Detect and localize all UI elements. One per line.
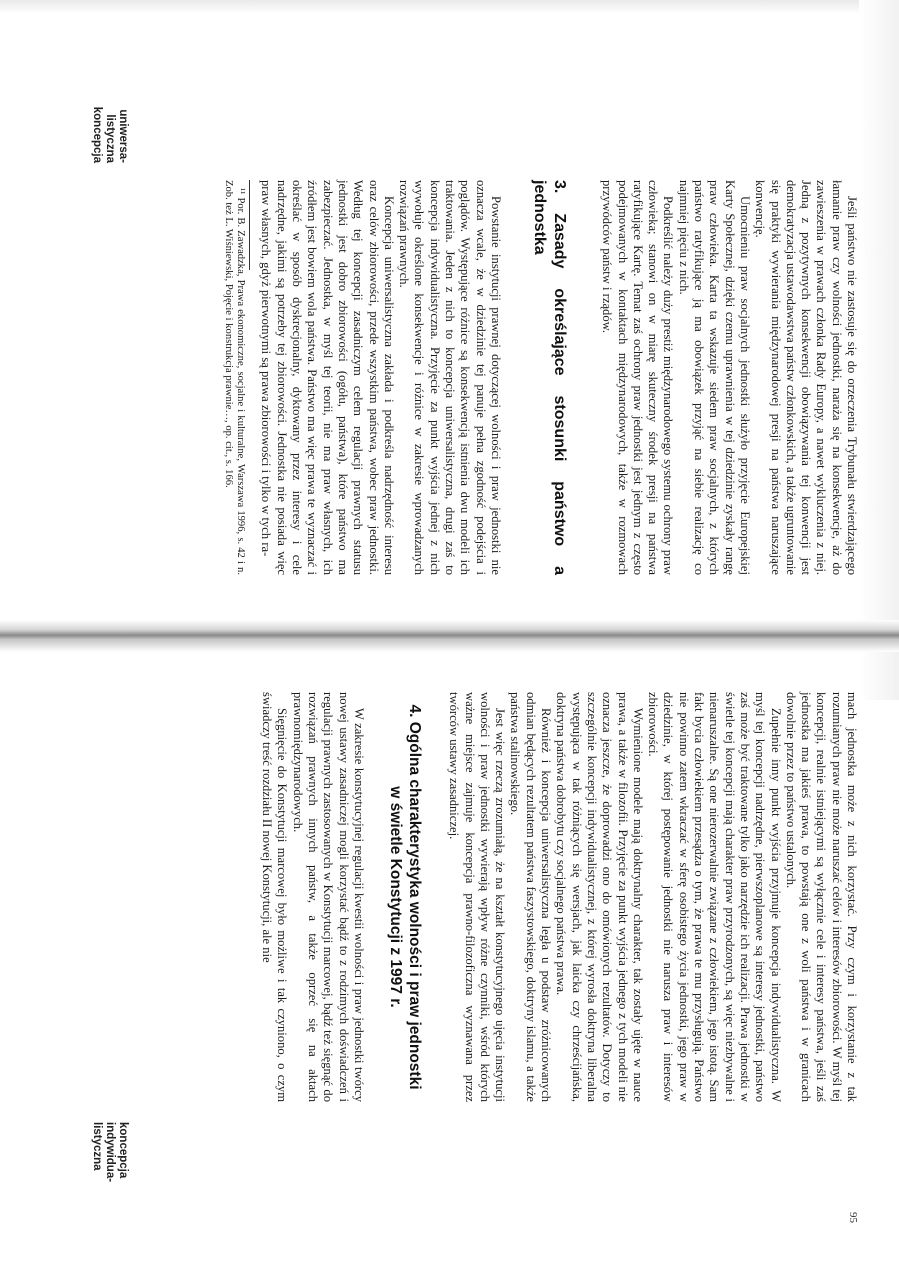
section-heading: 3. Zasady określające stosunki państwo a jednostka (530, 180, 568, 575)
paragraph: Podkreślić należy duży prestiż międzynarodowego systemu ochrony praw człowieka; stanowi on w miarę skuteczny środek presji na państwa ratyfikujące Kartę. Temat zaś ochrony praw jednostki jest jednym z często podejmowanych w kontaktach międzynarodowych, także w rozmowach przywódców państw i rządów. (600, 180, 676, 575)
paragraph: Sięgnięcie do Konstytucji marcowej było możliwe i tak czyniono, o czym świadczy treść rozdziału II nowej Konstytucji, ale nie (260, 692, 290, 1102)
right-page (0, 652, 899, 1263)
section-heading-line1: 4. Ogólna charakterystyka wolności i praw jednostki (405, 704, 423, 1090)
paragraph: Powstanie instytucji prawnej dotyczącej wolności i praw jednostki nie oznacza wcale, że w dziedzinie tej panuje pełna zgodność podejścia i poglądów. Występujące różnice są konsekwencją istnienia dwu modeli ich traktowania. Jeden z nich to koncepcja uniwersalistyczna, drugi zaś to koncepcja indywidualistyczna. Przyjęcie za punkt wyjścia jednej z nich wywołuje określone konsekwencje i różnice w zakresie wprowadzanych rozwiązań prawnych. (397, 180, 503, 575)
footnote-rule (249, 180, 250, 270)
margin-note: koncepcja indywidua- listyczna (91, 1122, 129, 1183)
footnote: ¹¹ Por. B. Zawadzka, Prawa ekonomiczne, socjalne i kulturalne, Warszawa 1996, s. 42 i n. Zob. też L. Wiśniewski, Pojęcie i konstrukcja prawnie…, op. cit., s. 166. (222, 180, 247, 575)
paragraph: Koncepcja uniwersalistyczna zakłada i podkreśla nadrzędność interesu oraz celów zbiorowości, przede wszystkim państwa, wobec praw jednostki. Według tej koncepcji zasadniczym celem regulacji prawnych statusu jednostki jest dobro zbiorowości (ogółu, państwa), które państwo ma zabezpieczać. Jednostka, w myśl tej teorii, nie ma praw własnych, ich źródłem jest bowiem wola państwa. Państwo ma więc prawa te wyznaczać i określać w sposób dyskrecjonalny, dyktowany przez interesy i cele nadrzędne, jakimi są potrzeby tej zbiorowości. Jednostka nie posiada więc praw własnych, gdyż pierwotnymi są prawa zbiorowości i tylko w tych ra- (259, 180, 396, 575)
paragraph: Również i koncepcja uniwersalistyczna legła u podstaw zróżnicowanych odmian będących rezultatem państwa faszystowskiego, doktryny islamu, a także państwa stalinowskiego. (508, 692, 554, 1102)
left-page (0, 0, 899, 620)
margin-note: uniwersa- listyczna koncepcja (91, 106, 129, 163)
paragraph: Jest więc rzeczą zrozumiałą, że na kształt konstytucyjnego ujęcia instytucji wolności i praw jednostki wywierają wpływ różne czynniki, wśród których ważne miejsce zajmuje koncepcja prawno-filozoficzna wyznawana przez twórców ustawy zasadniczej. (447, 692, 508, 1102)
left-column (221, 180, 899, 575)
paragraph: Zupełnie inny punkt wyjścia przyjmuje koncepcja indywidualistyczna. W myśl tej koncepcji nadrzędne, pierwszoplanowe są interesy jednostki, państwo zaś może być traktowane tylko jako narzędzie ich realizacji. Prawa jednostki w świetle tej koncepcji mają charakter praw przyrodzonych, są więc niezbywalne i nienaruszalne. Są one nierozerwalnie związane z człowiekiem, jego istotą. Sam fakt bycia człowiekiem przesądza o tym, że prawa te mu przysługują. Państwo nie powinno zatem wkraczać w sferę osobistego życia jednostki, jego praw w dziedzinie, w której postępowanie jednostki nie narusza praw i interesów zbiorowości. (646, 692, 783, 1102)
right-column (259, 692, 899, 1102)
paragraph: mach jednostka może z nich korzystać. Przy czym i korzystanie z tak rozumianych praw nie może naruszać celów i interesów zbiorowości. W myśl tej koncepcji, realnie istniejącymi są wyłącznie cele i interesy państwa, jeśli zaś jednostka ma jakieś prawa, to powstają one z woli państwa i w granicach dowolnie przez to państwo ustalonych. (783, 692, 859, 1102)
book-spine (0, 620, 899, 652)
page-number: 95 (847, 1212, 859, 1223)
paragraph: Umocnieniu praw socjalnych jednostki służyło przyjęcie Europejskiej Karty Społecznej, dzięki czemu uprawnienia w tej dziedzinie zyskały rangę praw człowieka. Karta ta wskazuje siedem praw socjalnych, z których państwo ratyfikujące ją ma obowiązek przyjąć na siebie realizację co najmniej pięciu z nich. (676, 180, 752, 575)
section-heading-line2: w świetle Konstytucji z 1997 r. (386, 786, 404, 1008)
paragraph: W zakresie konstytucyjnej regulacji kwestii wolności i praw jednostki twórcy nowej ustawy zasadniczej mogli korzystać bądź to z rodzimych doświadczeń i regulacji prawnych zastosowanych w Konstytucji marcowej, bądź też sięgnąć do rozwiązań prawnych innych państw, a także oprzeć się na aktach prawnomiędzynarodowych. (290, 692, 366, 1102)
paragraph: Wymienione modele mają doktrynalny charakter, tak zostały ujęte w nauce prawa, a także w filozofii. Przyjęcie za punkt wyjścia jednego z tych modeli nie oznacza jeszcze, że doprowadzi ono do omówionych rezultatów. Dotyczy to szczególnie koncepcji indywidualistycznej, z której wyrosła doktryna liberalna występująca w tak różniących się wersjach, jak laicka czy chrześcijańska, doktryna państwa dobrobytu czy socjalnego państwa prawa. (554, 692, 645, 1102)
paragraph: Jeśli państwo nie zastosuje się do orzeczenia Trybunału stwierdzającego łamanie praw czy wolności jednostki, naraża się na konsekwencje, aż do zawieszenia w prawach członka Rady Europy, a nawet wykluczenia z niej. Jedną z pozytywnych konsekwencji obowiązywania tej konwencji jest demokratyzacja ustawodawstwa państw członkowskich, a także ugruntowanie się praktyki wywierania międzynarodowej presji na państwa naruszające konwencję. (753, 180, 859, 575)
